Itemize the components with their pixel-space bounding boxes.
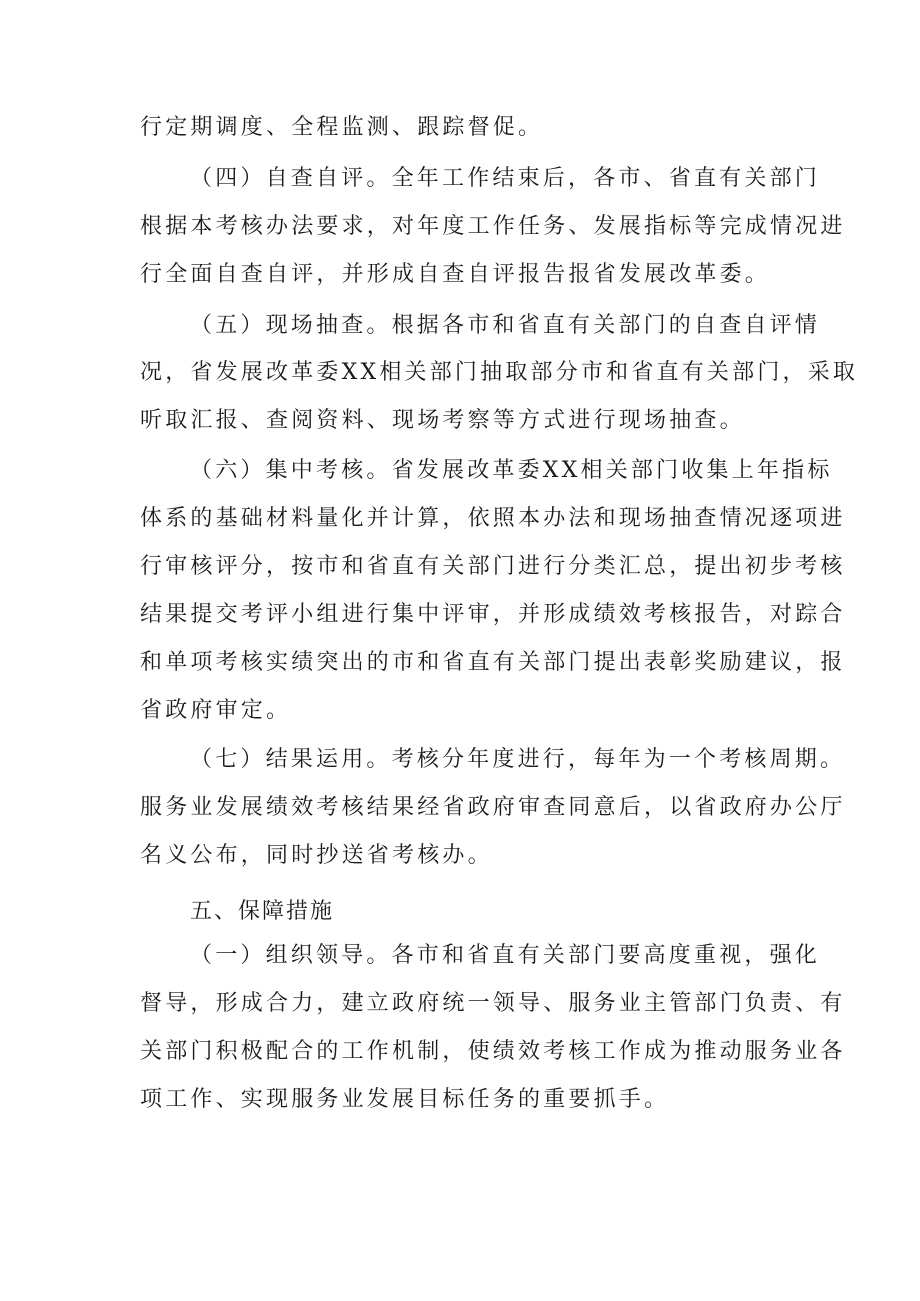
body-text-line: 省政府审定。 [140, 698, 292, 723]
body-text-line: 名义公布，同时抄送省考核办。 [140, 843, 493, 868]
body-text-line: 项工作、实现服务业发展目标任务的重要抓手。 [140, 1087, 670, 1112]
paragraph-first-line: （五）现场抽查。根据各市和省直有关部门的自查自评情 [190, 313, 821, 338]
paragraph-first-line: （六）集中考核。省发展改革委XX相关部门收集上年指标 [190, 458, 833, 483]
body-text-line: 行定期调度、全程监测、跟踪督促。 [140, 115, 544, 140]
paragraph-first-line: （七）结果运用。考核分年度进行，每年为一个考核周期。 [190, 747, 846, 772]
body-text-line: 督导，形成合力，建立政府统一领导、服务业主管部门负责、有 [140, 991, 846, 1016]
body-text-line: 根据本考核办法要求，对年度工作任务、发展指标等完成情况进 [140, 214, 846, 239]
section-heading: 五、保障措施 [190, 899, 335, 924]
body-text-line: 关部门积极配合的工作机制，使绩效考核工作成为推动服务业各 [140, 1039, 846, 1064]
paragraph-first-line: （四）自查自评。全年工作结束后，各市、省直有关部门 [190, 166, 821, 191]
body-text-line: 体系的基础材料量化并计算，依照本办法和现场抽查情况逐项进 [140, 506, 846, 531]
body-text-line: 听取汇报、查阅资料、现场考察等方式进行现场抽查。 [140, 408, 745, 433]
body-text-line: 服务业发展绩效考核结果经省政府审查同意后，以省政府办公厅 [140, 795, 846, 820]
body-text-line: 况，省发展改革委XX相关部门抽取部分市和省直有关部门，采取 [140, 360, 859, 385]
body-text-line: 行审核评分，按市和省直有关部门进行分类汇总，提出初步考核 [140, 554, 846, 579]
body-text-line: 结果提交考评小组进行集中评审，并形成绩效考核报告，对踪合 [140, 602, 846, 627]
body-text-line: 行全面自查自评，并形成自查自评报告报省发展改革委。 [140, 262, 771, 287]
paragraph-first-line: （一）组织领导。各市和省直有关部门要高度重视，强化 [190, 943, 821, 968]
body-text-line: 和单项考核实绩突出的市和省直有关部门提出表彰奖励建议，报 [140, 650, 846, 675]
